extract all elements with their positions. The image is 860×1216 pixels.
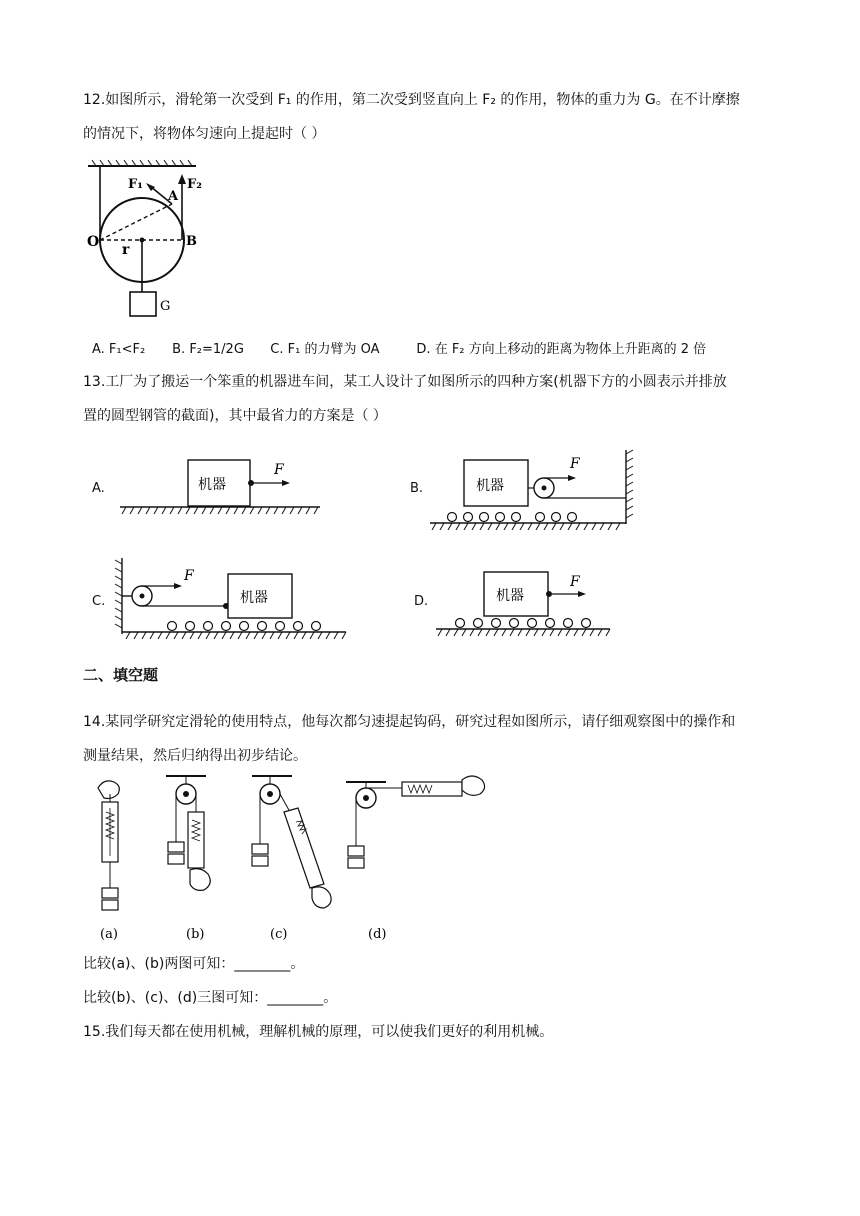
q13-a-force: F [274,462,284,478]
q14-pulley-experiment-figure [84,772,494,942]
q13-figure-d [436,566,612,640]
q12-option-b[interactable]: B. F₂=1/2G [172,342,244,357]
q12-option-d[interactable]: D. 在 F₂ 方向上移动的距离为物体上升距离的 2 倍 [416,342,707,357]
q13-stem-line1: 13.工厂为了搬运一个笨重的机器进车间，某工人设计了如图所示的四种方案(机器下方的小圆表示并排放 [83,374,727,390]
q14-setup-b [166,776,210,890]
q12-stem-line1: 12.如图所示，滑轮第一次受到 F₁ 的作用，第二次受到竖直向上 F₂ 的作用，物体的重力为 G。在不计摩擦 [83,92,740,108]
section-heading-fill-in: 二、填空题 [83,666,159,684]
q15-stem-line1: 15.我们每天都在使用机械，理解机械的原理，可以使我们更好的利用机械。 [83,1024,554,1040]
q12-label-g: G [160,299,171,314]
q12-label-f1: F₁ [128,177,143,192]
q13-figure-c [112,556,348,642]
q13-d-machine-text: 机器 [496,588,524,604]
q12-options [92,338,852,357]
q13-figure-b [430,446,640,532]
q13-option-a-label[interactable]: A. [92,481,105,496]
q14-compare-ab[interactable]: 比较(a)、(b)两图可知：________。 [83,956,305,972]
q12-option-c[interactable]: C. F₁ 的力臂为 OA [270,342,380,357]
q12-stem-line2: 的情况下，将物体匀速向上提起时（ ） [83,126,326,142]
q14-caption-c: (c) [270,927,288,942]
q13-figure-a [120,452,320,522]
q13-option-b-label[interactable]: B. [410,481,424,496]
q13-a-machine-text: 机器 [198,477,226,493]
q12-label-b: B [186,234,197,249]
q13-c-machine-text: 机器 [240,590,268,606]
q14-caption-b: (b) [186,927,205,942]
q13-b-machine-text: 机器 [476,478,504,494]
q14-setup-c [252,776,331,908]
q14-setup-d [346,776,485,868]
q12-label-r: r [122,242,130,258]
q13-stem-line2: 置的圆型钢管的截面)，其中最省力的方案是（ ） [83,408,387,424]
q12-option-a[interactable]: A. F₁<F₂ [92,342,146,357]
q13-option-d-label[interactable]: D. [414,594,429,609]
q13-b-force: F [570,456,580,472]
q14-compare-bcd[interactable]: 比较(b)、(c)、(d)三图可知：________。 [83,990,338,1006]
q14-caption-a: (a) [100,927,118,942]
q12-label-a: A [168,189,179,204]
q14-stem-line2: 测量结果，然后归纳得出初步结论。 [83,748,307,764]
q14-setup-a [98,781,119,910]
q13-option-c-label[interactable]: C. [92,594,106,609]
q12-pulley-figure [86,160,216,320]
q14-stem-line1: 14.某同学研究定滑轮的使用特点，他每次都匀速提起钩码，研究过程如图所示，请仔细观察图中的操作和 [83,714,736,730]
q14-caption-d: (d) [368,927,387,942]
q12-label-f2: F₂ [187,177,202,192]
q12-label-o: O [87,234,100,250]
q13-d-force: F [570,574,580,590]
q13-c-force: F [184,568,194,584]
